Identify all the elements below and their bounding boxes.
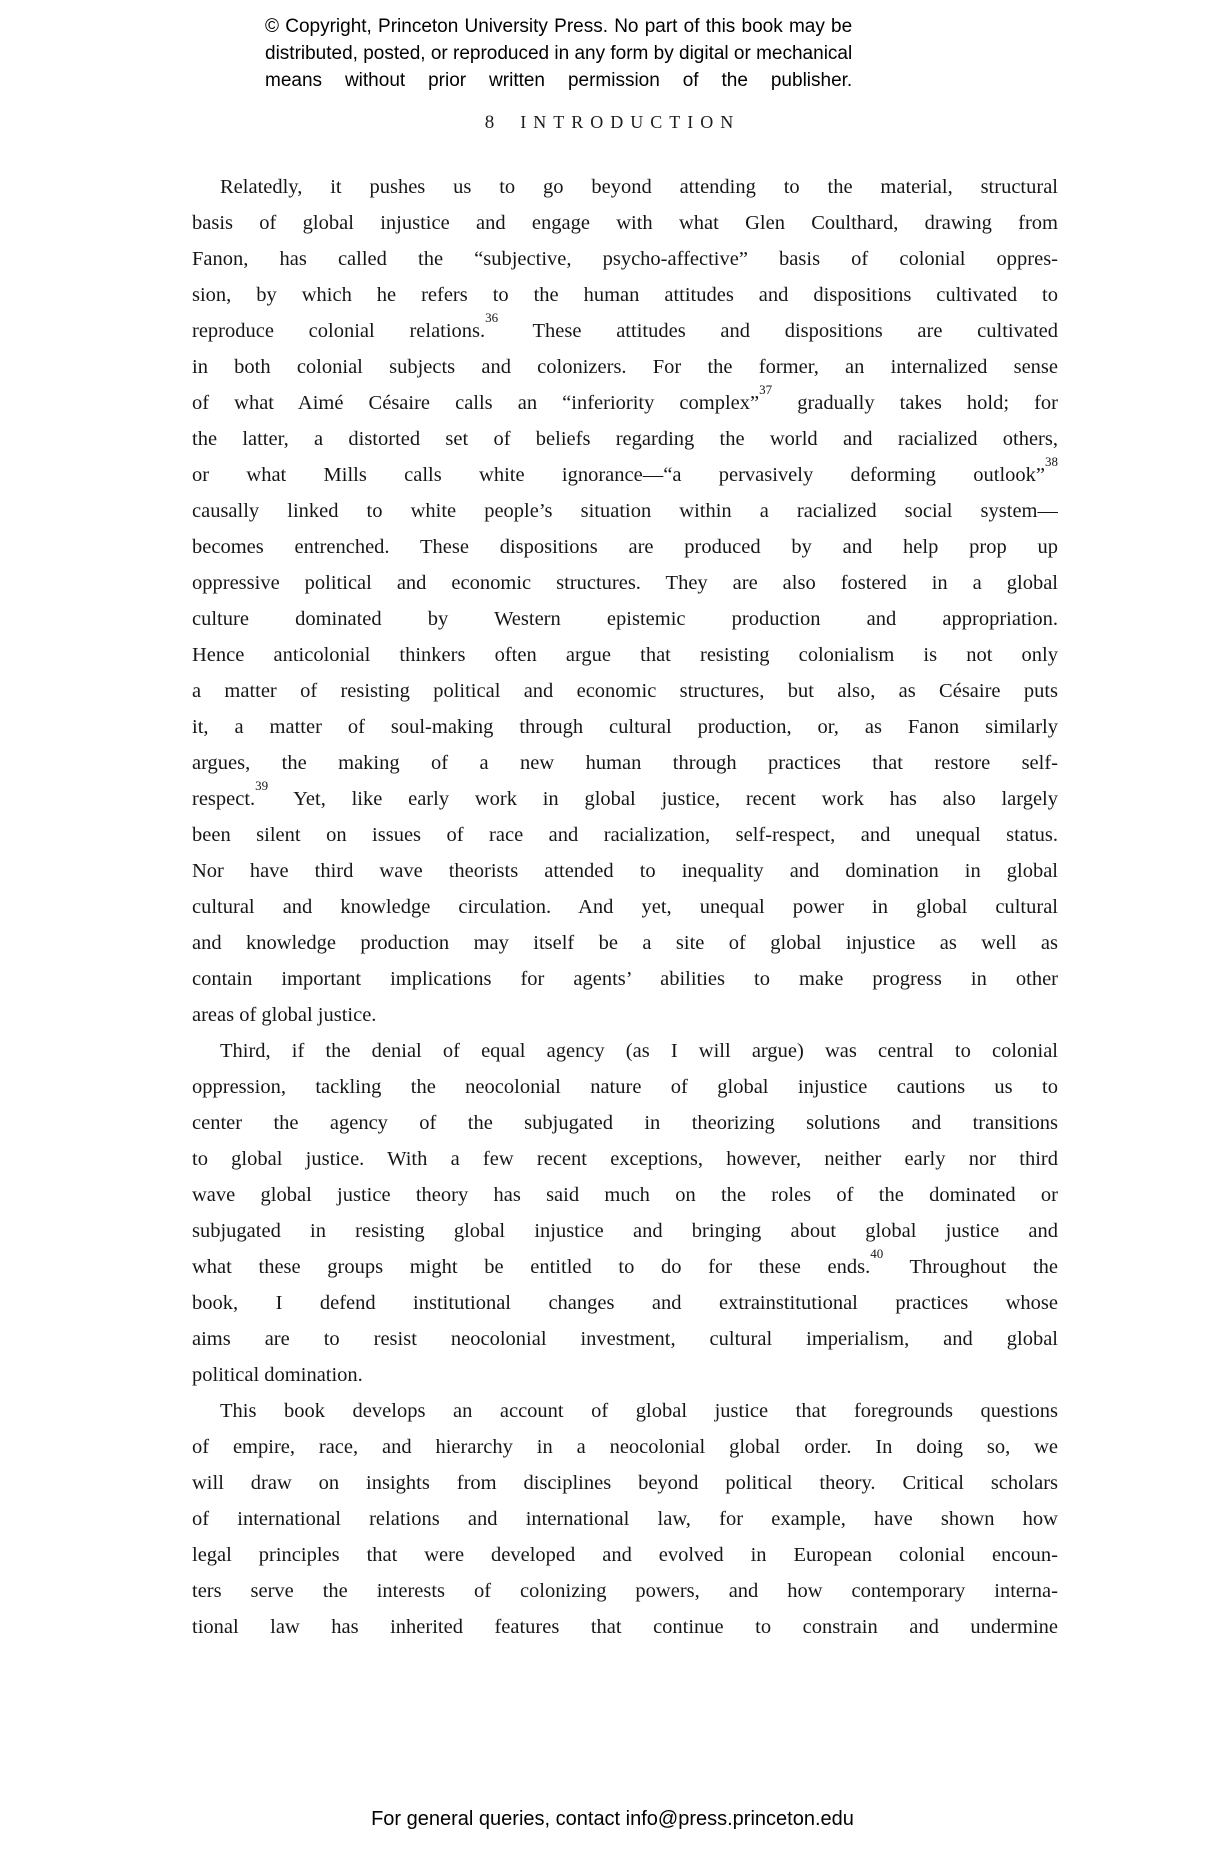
- body-text-line: contain important implications for agents’ abilities to make progress in other: [192, 968, 1058, 990]
- body-text-line: respect.$^{39}$ Yet, like early work in global justice, recent work has also largely: [192, 781, 1058, 817]
- body-text-line: subjugated in resisting global injustice and bringing about global justice and: [192, 1220, 1058, 1242]
- running-header: [0, 112, 1225, 134]
- body-text-line: aims are to resist neocolonial investment, cultural imperialism, and global: [192, 1328, 1058, 1350]
- body-text-line: cultural and knowledge circulation. And yet, unequal power in global cultural: [192, 896, 1058, 918]
- body-text-line: of international relations and international law, for example, have shown how: [192, 1508, 1058, 1530]
- paragraph-1: [192, 169, 1058, 1033]
- body-text-line: of what Aimé Césaire calls an “inferiority complex”$^{37}$ gradually takes hold; for: [192, 385, 1058, 421]
- body-text-line: and knowledge production may itself be a site of global injustice as well as: [192, 932, 1058, 954]
- body-text-line: This book develops an account of global justice that foregrounds questions: [220, 1400, 1058, 1422]
- body-text-line: Nor have third wave theorists attended to inequality and domination in global: [192, 860, 1058, 882]
- page-number: 8: [484, 112, 495, 133]
- body-text-line: reproduce colonial relations.$^{36}$ These attitudes and dispositions are cultivated: [192, 313, 1058, 349]
- body-text-line: causally linked to white people’s situation within a racialized social system—: [192, 500, 1058, 522]
- footer-contact-line: For general queries, contact info@press.princeton.edu: [371, 1808, 854, 1830]
- paragraph-3: [192, 1393, 1058, 1645]
- body-text-line: wave global justice theory has said much on the roles of the dominated or: [192, 1184, 1058, 1206]
- footnote-reference: 37: [759, 385, 773, 398]
- body-text-line: areas of global justice.: [192, 1004, 377, 1026]
- body-text-line: center the agency of the subjugated in theorizing solutions and transitions: [192, 1112, 1058, 1134]
- body-text-line: tional law has inherited features that continue to constrain and undermine: [192, 1616, 1058, 1638]
- body-text-line: Relatedly, it pushes us to go beyond attending to the material, structural: [220, 176, 1058, 198]
- body-text-line: basis of global injustice and engage with what Glen Coulthard, drawing from: [192, 212, 1058, 234]
- body-text-line: it, a matter of soul-making through cultural production, or, as Fanon similarly: [192, 716, 1058, 738]
- body-text-line: in both colonial subjects and colonizers. For the former, an internalized sense: [192, 356, 1058, 378]
- body-text-line: the latter, a distorted set of beliefs regarding the world and racialized others,: [192, 428, 1058, 450]
- body-text-line: been silent on issues of race and racialization, self-respect, and unequal status.: [192, 824, 1058, 846]
- body-text-line: oppressive political and economic structures. They are also fostered in a global: [192, 572, 1058, 594]
- copyright-line: means without prior written permission of the publisher.: [265, 70, 853, 91]
- footnote-reference: 39: [255, 781, 269, 794]
- body-text-line: or what Mills calls white ignorance—“a pervasively deforming outlook”$^{38}$: [192, 457, 1058, 493]
- body-text: [192, 169, 1058, 1645]
- body-text-line: Third, if the denial of equal agency (as I will argue) was central to colonial: [220, 1040, 1058, 1062]
- body-text-line: sion, by which he refers to the human attitudes and dispositions cultivated to: [192, 284, 1058, 306]
- body-text-line: Hence anticolonial thinkers often argue that resisting colonialism is not only: [192, 644, 1058, 666]
- copyright-line: distributed, posted, or reproduced in any form by digital or mechanical: [265, 43, 853, 64]
- body-text-line: a matter of resisting political and economic structures, but also, as Césaire puts: [192, 680, 1058, 702]
- body-text-line: to global justice. With a few recent exceptions, however, neither early nor third: [192, 1148, 1058, 1170]
- body-text-line: book, I defend institutional changes and extrainstitutional practices whose: [192, 1292, 1058, 1314]
- footnote-reference: 36: [485, 313, 499, 326]
- footnote-reference: 38: [1045, 457, 1058, 470]
- body-text-line: will draw on insights from disciplines beyond political theory. Critical scholars: [192, 1472, 1058, 1494]
- running-head-title: INTRODUCTION: [520, 112, 741, 132]
- body-text-line: Fanon, has called the “subjective, psycho-affective” basis of colonial oppres-: [192, 248, 1058, 270]
- body-text-line: what these groups might be entitled to do for these ends.$^{40}$ Throughout the: [192, 1249, 1058, 1285]
- body-text-line: becomes entrenched. These dispositions are produced by and help prop up: [192, 536, 1058, 558]
- copyright-notice: [265, 13, 852, 94]
- body-text-line: political domination.: [192, 1364, 363, 1386]
- body-text-line: ters serve the interests of colonizing powers, and how contemporary interna-: [192, 1580, 1058, 1602]
- body-text-line: of empire, race, and hierarchy in a neocolonial global order. In doing so, we: [192, 1436, 1058, 1458]
- body-text-line: argues, the making of a new human through practices that restore self-: [192, 752, 1058, 774]
- paragraph-2: [192, 1033, 1058, 1393]
- footnote-reference: 40: [870, 1249, 884, 1262]
- body-text-line: legal principles that were developed and evolved in European colonial encoun-: [192, 1544, 1058, 1566]
- copyright-line: © Copyright, Princeton University Press. No part of this book may be: [265, 16, 853, 37]
- body-text-line: culture dominated by Western epistemic production and appropriation.: [192, 608, 1058, 630]
- body-text-line: oppression, tackling the neocolonial nature of global injustice cautions us to: [192, 1076, 1058, 1098]
